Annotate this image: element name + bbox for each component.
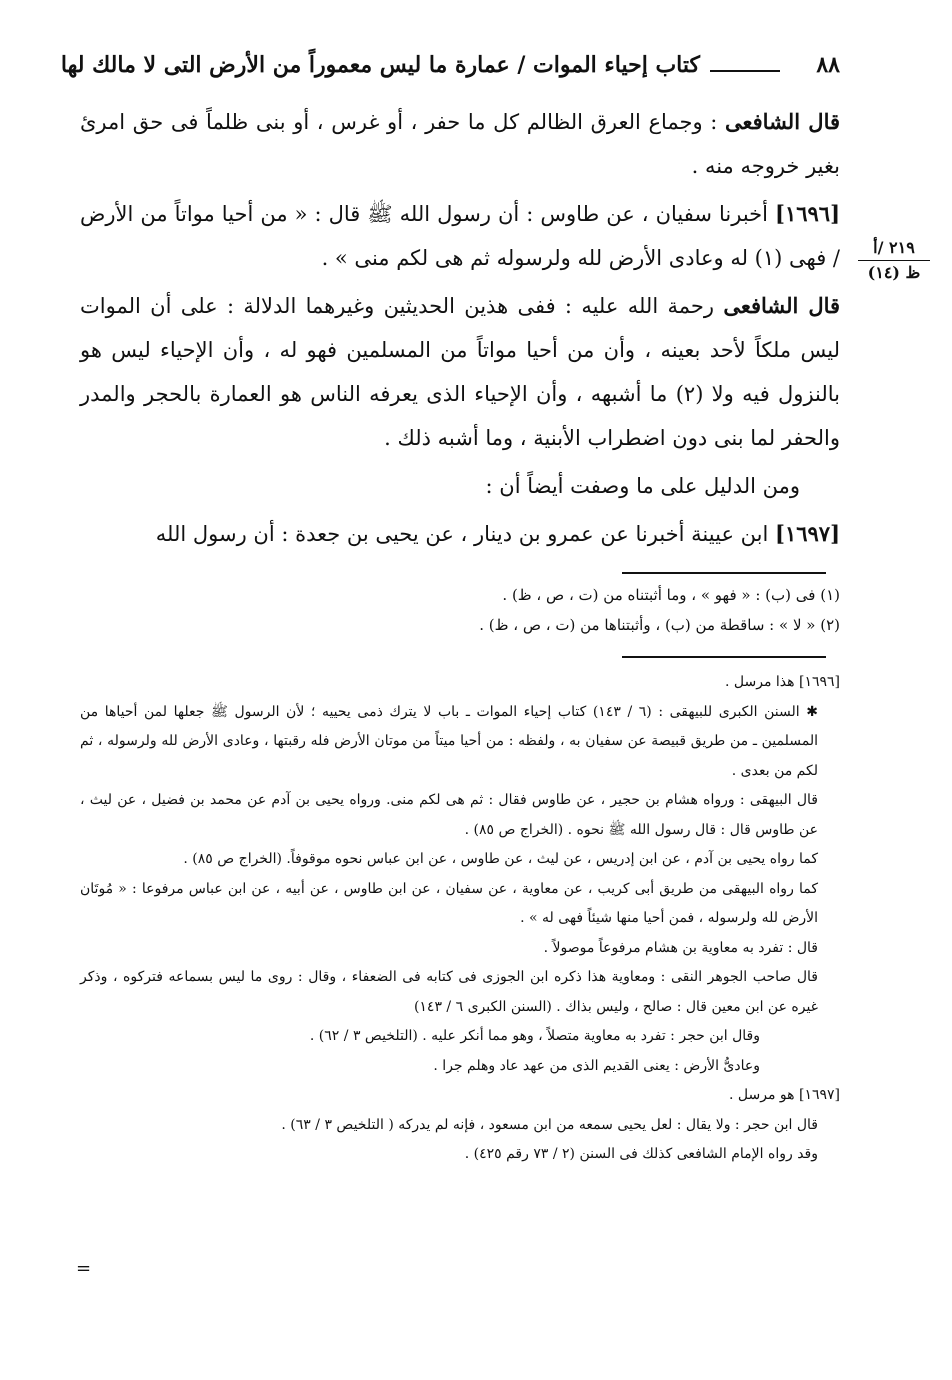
note-heading: [١٦٩٦] هذا مرسل . [725, 674, 840, 690]
note-line: ✱ السنن الكبرى للبيهقى : (٦ / ١٤٣) كتاب إحياء الموات ـ باب لا يترك ذمى يحييه ؛ لأن الرسول ﷺ جعلها لمن أحياها من المسلمين ـ من طريق قبيصة عن سفيان به ، ولفظه : من أحيا ميتاً من موتان الأرض فله رقبتها ، وعادى الأرض لله ولرسوله ، ثم لكم من بعدى . [80, 703, 818, 779]
footnotes [80, 580, 840, 640]
note-line: كما رواه البيهقى من طريق أبى كريب ، عن معاوية ، عن سفيان ، عن ابن طاوس ، عن أبيه ، عن ابن عباس مرفوعا : « مُوتَان الأرض لله ولرسوله ، فمن أحيا منها شيئاً فهى له » . [80, 880, 818, 926]
paragraph: قال الشافعى : وجماع العرق الظالم كل ما حفر ، أو غرس ، أو بنى ظلماً فى حق امرئ بغير خروجه منه . [80, 109, 841, 178]
page-number: ٨٨ [816, 52, 840, 78]
note-line: وقد رواه الإمام الشافعى كذلك فى السنن (٢ / ٧٣ رقم ٤٢٥) . [464, 1146, 818, 1162]
hadith-number: [١٦٩٧] [775, 521, 840, 546]
page-header [60, 52, 840, 92]
speaker-label: قال الشافعى [725, 109, 841, 134]
paragraph: ومن الدليل على ما وصفت أيضاً أن : [485, 474, 800, 498]
hadith-1697: [١٦٩٧] ابن عيينة أخبرنا عن عمرو بن دينار ، عن يحيى بن جعدة : أن رسول الله [155, 521, 840, 546]
note-line: قال البيهقى : ورواه هشام بن حجير ، عن طاوس فقال : ثم هى لكم منى. ورواه يحيى بن آدم عن محمد بن فضيل ، عن ليث ، عن طاوس قال : قال رسول الله ﷺ نحوه . (الخراج ص ٨٥) . [80, 792, 818, 838]
margin-ref-folio: ٢١٩ /أ [858, 236, 930, 261]
running-title: كتاب إحياء الموات / عمارة ما ليس معموراً من الأرض التى لا مالك لها [60, 52, 700, 78]
header-rule [710, 70, 780, 72]
main-text [80, 100, 840, 560]
note-heading: [١٦٩٧] هو مرسل . [729, 1087, 840, 1103]
footnote-separator [622, 572, 826, 574]
margin-ref-manuscript: ظ (١٤) [867, 263, 921, 282]
speaker-label: قال الشافعى [723, 293, 841, 318]
manuscript-margin-reference [858, 236, 930, 285]
note-line: كما رواه يحيى بن آدم ، عن ابن إدريس ، عن ليث ، عن طاوس ، عن ابن عباس نحوه موقوفاً. (الخراج ص ٨٥) . [183, 851, 818, 867]
hadith-number: [١٦٩٦] [775, 201, 840, 226]
note-line: قال ابن حجر : ولا يقال : لعل يحيى سمعه من ابن مسعود ، فإنه لم يدركه ( التلخيص ٣ / ٦٣) . [281, 1116, 818, 1133]
notes-separator [622, 656, 826, 658]
note-line: وعادىُّ الأرض : يعنى القديم الذى من عهد عاد وهلم جرا . [433, 1057, 760, 1074]
paragraph: قال الشافعى رحمة الله عليه : ففى هذين الحديثين وغيرهما الدلالة : على أن الموات ليس ملكاً لأحد بعينه ، وأن من أحيا مواتاً من المسلمين فهو له ، وأن الإحياء ليس هو بالنزول فيه ولا (٢) ما أشبهه ، وأن الإحياء الذى يعرفه الناس هو العمارة بالحجر والمدر والحفر لما بنى دون اضطراب الأبنية ، وما أشبه ذلك . [80, 293, 841, 450]
note-line: قال : تفرد به معاوية بن هشام مرفوعاً موصولاً . [543, 939, 818, 956]
note-line: وقال ابن حجر : تفرد به معاوية متصلاً ، وهو مما أنكر عليه . (التلخيص ٣ / ٦٢) . [309, 1028, 760, 1044]
continuation-mark: = [76, 1258, 92, 1279]
footnote: (٢) « لا » : ساقطة من (ب) ، وأثبتناها من (ت ، ص ، ظ) . [479, 616, 840, 634]
footnote: (١) فى (ب) : « فهو » ، وما أثبتناه من (ت ، ص ، ظ) . [502, 586, 840, 604]
hadith-1696: [١٦٩٦] أخبرنا سفيان ، عن طاوس : أن رسول الله ﷺ قال : « من أحيا مواتاً من الأرض / فهى (١) له وعادى الأرض لله ولرسوله ثم هى لكم منى » . [80, 201, 840, 270]
editor-notes [80, 668, 840, 1170]
note-line: قال صاحب الجوهر النقى : ومعاوية هذا ذكره ابن الجوزى فى كتابه فى الضعفاء ، وقال : روى ما ليس بسماعه فتركوه ، وذكر غيره عن ابن معين قال : صالح ، وليس بذاك . (السنن الكبرى ٦ / ١٤٣) [80, 969, 818, 1015]
